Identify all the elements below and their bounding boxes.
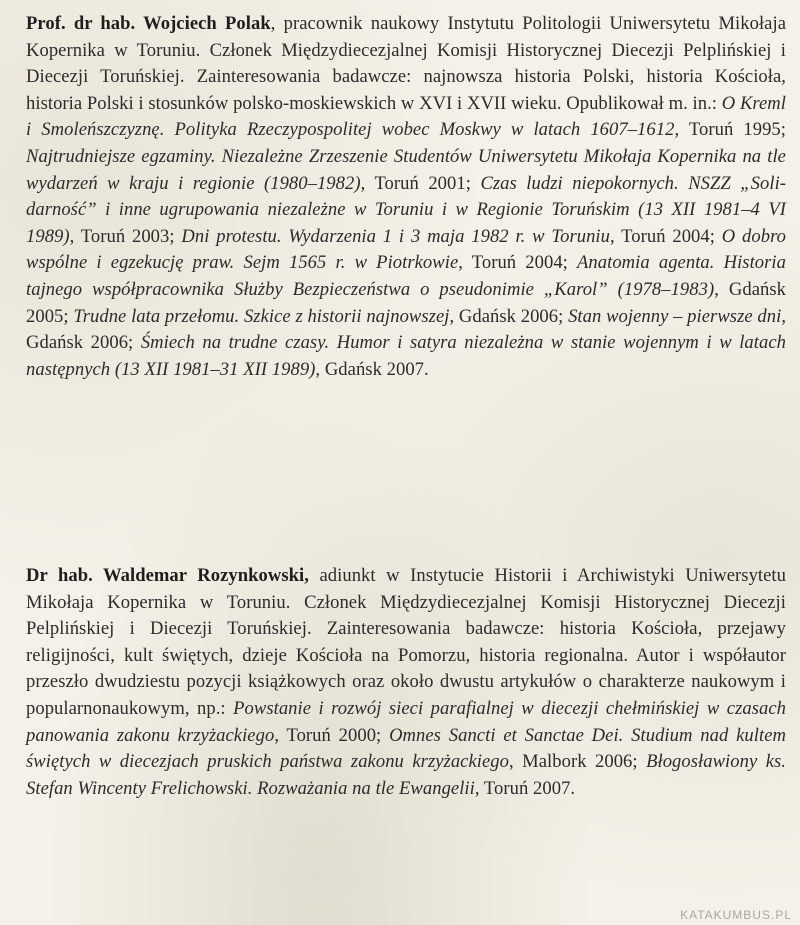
publication-title: O Kreml i Smoleńszczyznę. Polityka Rzeczypospolitej wobec Moskwy w latach 1607–1612 xyxy=(26,92,786,141)
bio-text: , Toruń 2000; xyxy=(274,724,390,746)
publication-title: Śmiech na trudne czasy. Humor i satyra niezależna w stanie wojennym i w latach następnych (13 XII 1981–31 XII 1989) xyxy=(26,332,786,380)
bio-waldemar-rozynkowski xyxy=(26,563,786,802)
publication-title: Anatomia agenta. Historia tajnego współpracownika Służby Bezpieczeństwa o pseudonimie „Karol” (1978–1983) xyxy=(26,252,786,300)
publication-title: O dobro wspólne i egzekucję praw. Sejm 1565 r. w Piotrkowie xyxy=(26,225,787,274)
bio-text: , pracownik naukowy Instytutu Politologii Uniwersytetu Mikołaja Kopernika w Toruniu. Członek Międzydiecezjalnej Komisji Historycznej Diecezji Pelplińskiej i Diecezji Toruńskiej. Zainteresowania badawcze: najnowsza historia Polski, historia Kościoła, historia Polski i stosunków polsko-moskiewskich w XVI i XVII wieku. Opublikował m. in.: xyxy=(26,13,787,114)
bio-name: Prof. dr hab. Wojciech Polak xyxy=(26,13,271,34)
bio-text: , Toruń 2003; xyxy=(69,225,182,247)
bio-text: , Toruń 2004; xyxy=(458,252,578,274)
publication-title: Omnes Sancti et Sanctae Dei. Studium nad kultem świętych w diecezjach pruskich państwa zakonu krzyżackiego xyxy=(26,724,786,773)
publication-title: Trudne lata przełomu. Szkice z historii najnowszej xyxy=(73,305,450,327)
bio-text: , Gdańsk 2006; xyxy=(26,305,787,354)
publication-title: Błogosławiony ks. Stefan Wincenty Frelichowski. Rozważania na tle Ewangelii xyxy=(26,751,787,799)
watermark: KATAKUMBUS.PL xyxy=(680,908,792,922)
bio-text: , Gdańsk 2007. xyxy=(315,358,429,380)
bio-text: , Gdańsk 2005; xyxy=(26,278,786,327)
bio-name: Dr hab. Waldemar Rozynkowski, xyxy=(26,565,309,586)
bio-text: , Toruń 2004; xyxy=(610,225,722,247)
publication-title: Czas ludzi niepokornych. NSZZ „Solidarność” i inne ugrupowania niezależne w Toruniu i w Regionie Toruńskim (13 XII 1981–4 VI 1989) xyxy=(26,172,786,247)
bio-text: adiunkt w Instytucie Historii i Archiwistyki Uniwersytetu Mikołaja Kopernika w Toruniu. Członek Międzydiecezjalnej Komisji Historycznej Diecezji Pelplińskiej i Diecezji Toruńskiej. Zainteresowania badawcze: historia Kościoła, przejawy religijności, kult świętych, dzieje Kościoła na Pomorzu, historia regionalna. Autor i współautor przeszło dwudziestu pozycji książkowych oraz około dwustu artykułów o charakterze naukowym i popularnonaukowym, np.: xyxy=(26,565,786,719)
publication-title: Najtrudniejsze egzaminy. Niezależne Zrzeszenie Studentów Uniwersytetu Mikołaja Kopernika na tle wydarzeń w kraju i regionie (1980–1982) xyxy=(26,145,786,194)
bio-body xyxy=(26,13,786,380)
publication-title: Dni protestu. Wydarzenia 1 i 3 maja 1982 r. w Toruniu xyxy=(181,225,610,247)
bio-body xyxy=(26,565,786,799)
publication-title: Powstanie i rozwój sieci parafialnej w diecezji chełmińskiej w czasach panowania zakonu krzyżackiego xyxy=(26,697,786,746)
bio-text: , Toruń 2001; xyxy=(360,172,481,194)
bio-text: , Gdańsk 2006; xyxy=(449,305,569,327)
bio-wojciech-polak xyxy=(26,11,786,383)
bio-text: , Toruń 1995; xyxy=(674,119,786,141)
bio-text: , Toruń 2007. xyxy=(474,777,576,799)
bio-text: , Malbork 2006; xyxy=(509,751,647,773)
publication-title: Stan wojenny – pierwsze dni xyxy=(568,305,782,327)
